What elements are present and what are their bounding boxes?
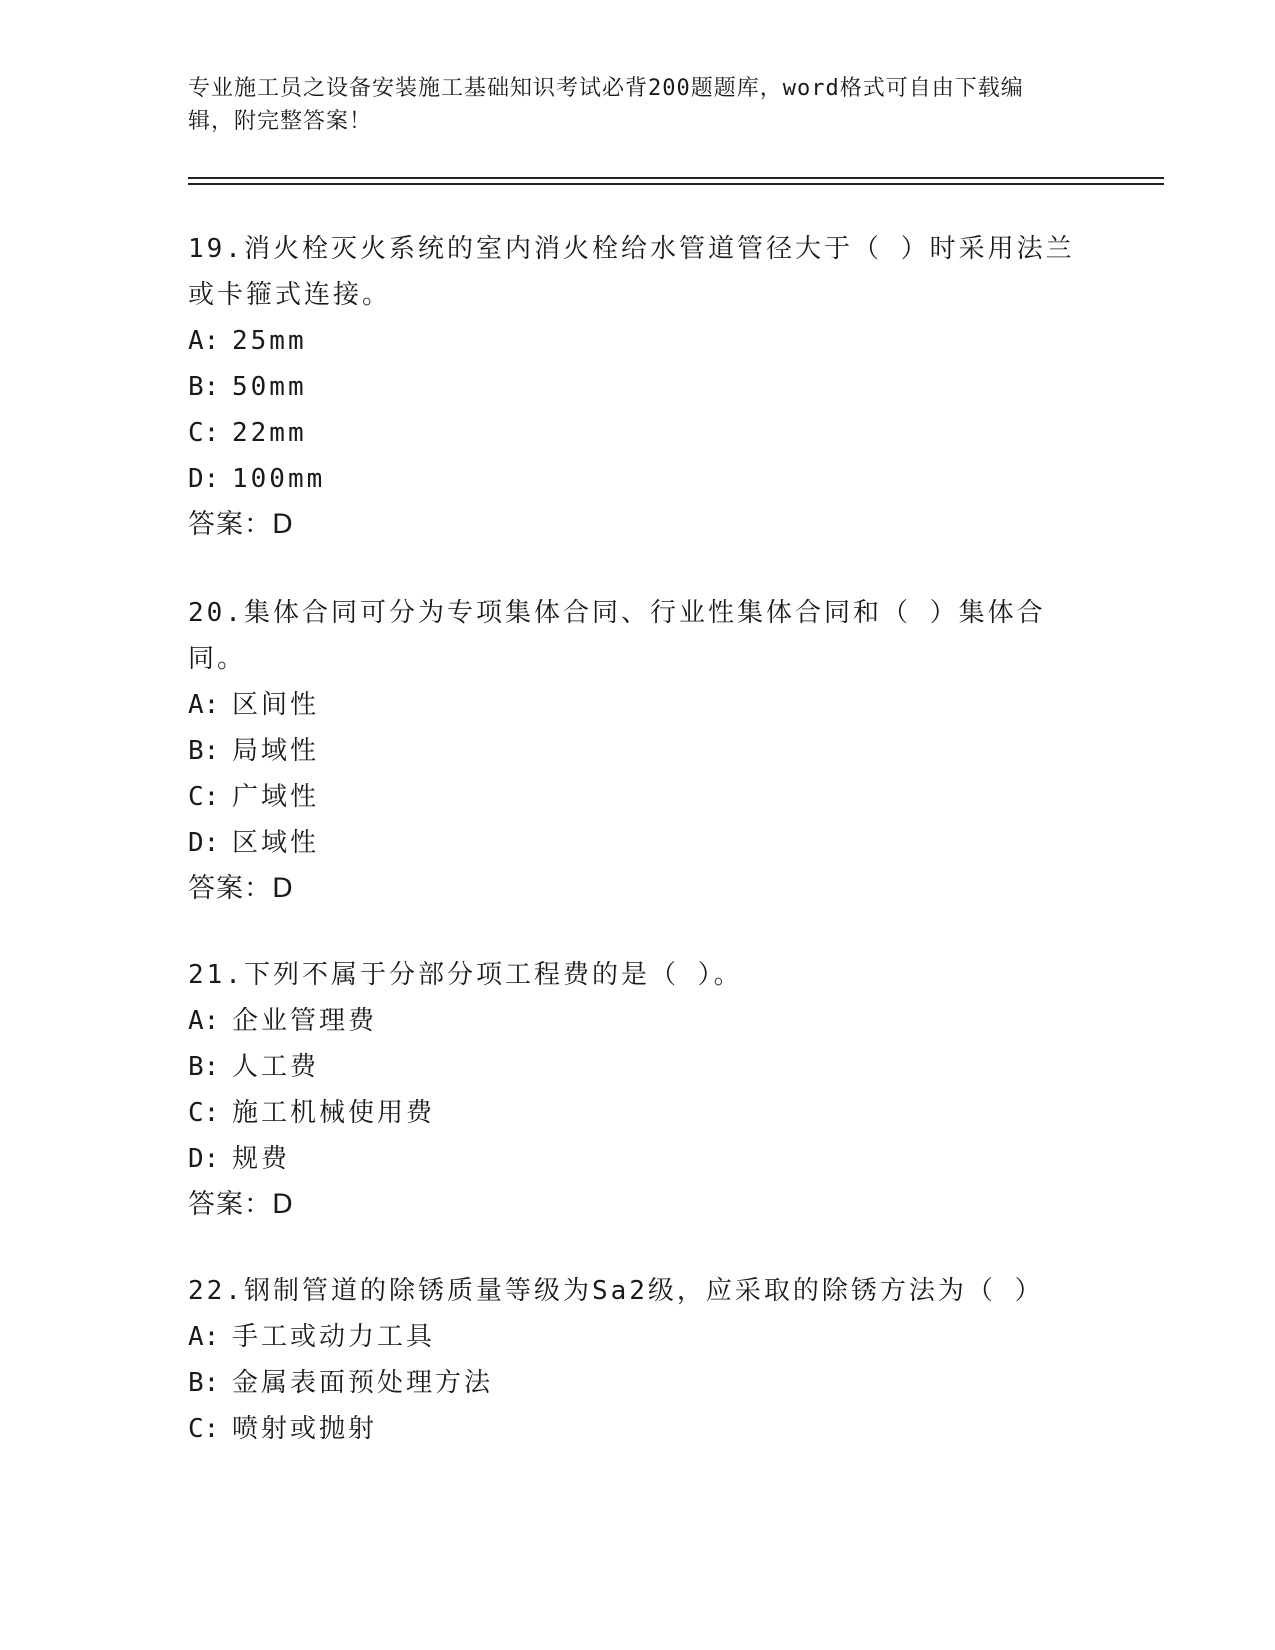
question-19 bbox=[188, 226, 1088, 548]
answer: 答案：D bbox=[188, 1189, 294, 1220]
header-rule-bottom bbox=[188, 183, 1164, 185]
option-a: A: 企业管理费 bbox=[188, 1006, 378, 1036]
option-c: C: 喷射或抛射 bbox=[188, 1414, 378, 1444]
option-d: D: 区域性 bbox=[188, 828, 320, 858]
question-20 bbox=[188, 590, 1088, 912]
option-b: B: 局域性 bbox=[188, 736, 320, 766]
option-a: A: 手工或动力工具 bbox=[188, 1322, 436, 1352]
option-b: B: 人工费 bbox=[188, 1052, 320, 1082]
question-21 bbox=[188, 952, 1088, 1228]
question-stem: 20.集体合同可分为专项集体合同、行业性集体合同和（ ）集体合同。 bbox=[188, 598, 1046, 674]
question-22 bbox=[188, 1268, 1088, 1452]
option-b: B: 50mm bbox=[188, 372, 307, 402]
document-header: 专业施工员之设备安装施工基础知识考试必背200题题库，word格式可自由下载编辑，附完整答案！ bbox=[188, 76, 1024, 134]
option-c: C: 广域性 bbox=[188, 782, 320, 812]
question-stem: 21.下列不属于分部分项工程费的是（ ）。 bbox=[188, 960, 743, 990]
option-a: A: 区间性 bbox=[188, 690, 320, 720]
option-a: A: 25mm bbox=[188, 326, 307, 356]
header-rule-top bbox=[188, 177, 1164, 179]
option-d: D: 100mm bbox=[188, 464, 326, 494]
option-d: D: 规费 bbox=[188, 1144, 291, 1174]
option-c: C: 施工机械使用费 bbox=[188, 1098, 436, 1128]
option-b: B: 金属表面预处理方法 bbox=[188, 1368, 494, 1398]
answer: 答案：D bbox=[188, 509, 294, 540]
question-stem: 22.钢制管道的除锈质量等级为Sa2级，应采取的除锈方法为（ ） bbox=[188, 1276, 1044, 1306]
option-c: C: 22mm bbox=[188, 418, 307, 448]
answer: 答案：D bbox=[188, 873, 294, 904]
question-stem: 19.消火栓灭火系统的室内消火栓给水管道管径大于（ ）时采用法兰或卡箍式连接。 bbox=[188, 234, 1075, 310]
